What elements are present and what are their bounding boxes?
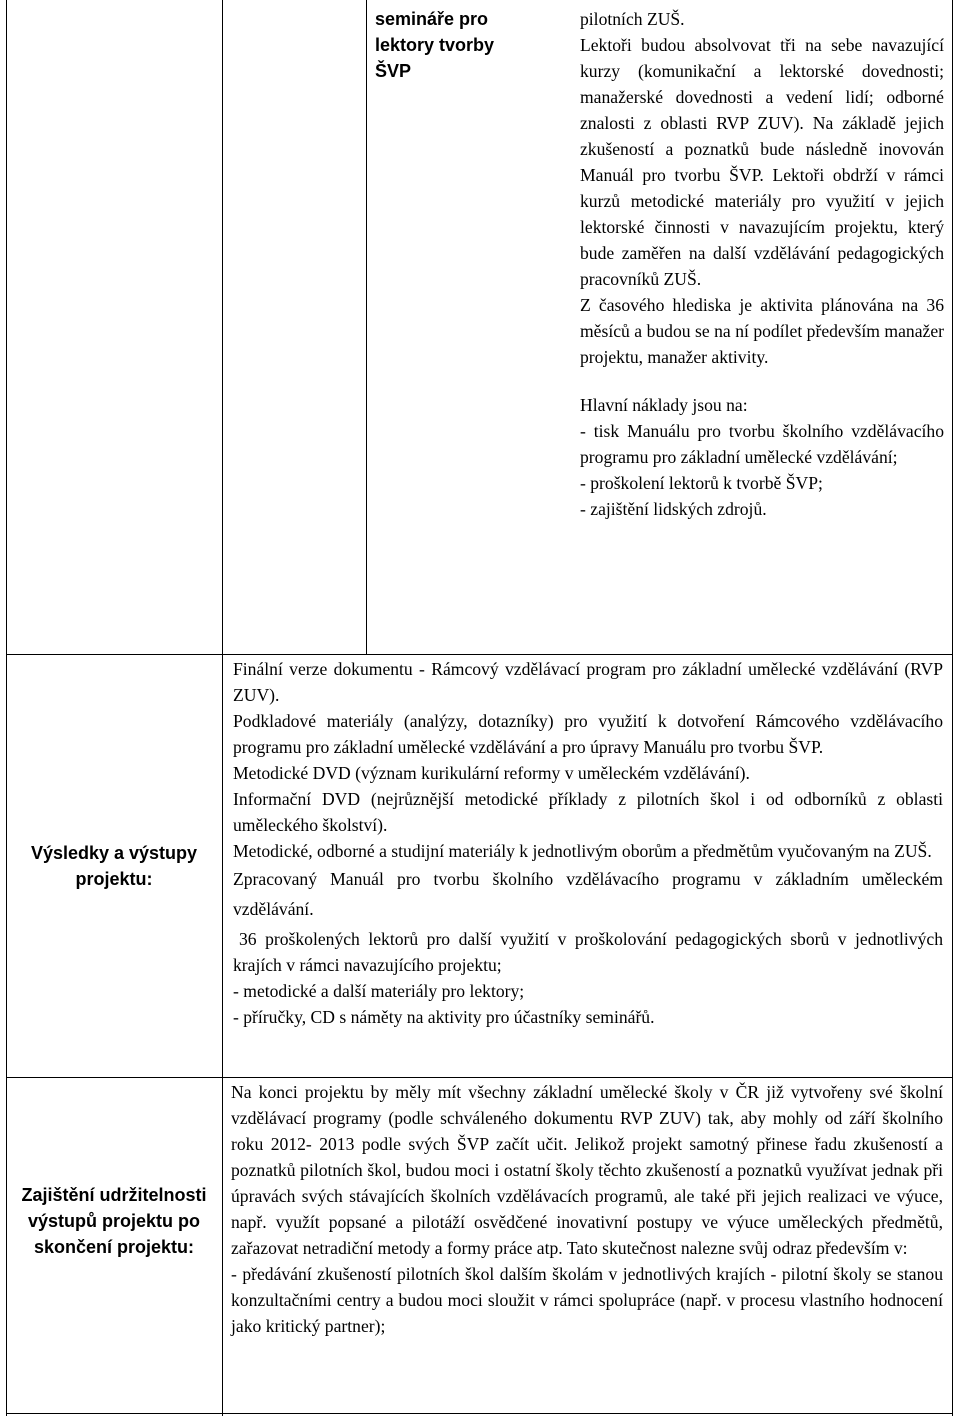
output-item: Informační DVD (nejrůznější metodické příklady z pilotních škol i od odborníků z oblasti uměleckého školství).	[233, 789, 943, 835]
outputs-content	[233, 656, 943, 1030]
output-item: 36 proškolených lektorů pro další využití v proškolování pedagogických sborů v jednotlivých krajích v rámci navazujícího projektu;	[233, 929, 943, 975]
outputs-label: Výsledky a výstupy projektu:	[30, 843, 198, 889]
column-divider-subactivity	[366, 0, 367, 654]
sustainability-content	[231, 1079, 943, 1339]
seminar-paragraph: - zajištění lidských zdrojů.	[580, 499, 767, 519]
seminar-paragraph: - tisk Manuálu pro tvorbu školního vzdělávacího programu pro základní umělecké vzdělávání;	[580, 421, 944, 467]
seminar-paragraph: - proškolení lektorů k tvorbě ŠVP;	[580, 473, 823, 493]
table-border-left	[6, 0, 7, 1416]
output-item: Metodické DVD (význam kurikulární reformy v uměleckém vzdělávání).	[233, 763, 750, 783]
seminar-paragraph: Lektoři budou absolvovat tři na sebe navazující kurzy (komunikační a lektorské dovednosti; manažerské dovednosti a vedení lidí; odborné znalosti z oblasti RVP ZUV). Na základě jejich zkušeností a poznatků bude následně inovován Manuál pro tvorbu ŠVP. Lektoři obdrží v rámci kurzů metodické materiály pro využití v jejich lektorské činnosti v navazujícím projektu, který bude zaměřen na další vzdělávání pedagogických pracovníků ZUŠ.	[580, 35, 944, 289]
seminar-paragraph: Z časového hlediska je aktivita plánována na 36 měsíců a budou se na ní podílet především manažer projektu, manažer aktivity.	[580, 295, 944, 367]
seminar-paragraph: Hlavní náklady jsou na:	[580, 395, 748, 415]
seminar-paragraph: pilotních ZUŠ.	[580, 9, 685, 29]
output-item: Podkladové materiály (analýzy, dotazníky) pro využití k dotvoření Rámcového vzdělávacího programu pro základní umělecké vzdělávání a pro úpravy Manuálu pro tvorbu ŠVP.	[233, 711, 943, 757]
row-divider-sustain-top	[6, 1077, 953, 1078]
sustainability-paragraph: Na konci projektu by měly mít všechny základní umělecké školy v ČR již vytvořeny své školní vzdělávací programy (podle schváleného dokumentu RVP ZUV) tak, aby mohly od září školního roku 2012- 2013 podle svých ŠVP začít učit. Jelikož projekt samotný přinese řadu zkušeností a poznatků pilotních škol, budou moci i ostatní školy těchto zkušeností a poznatků využívat jednak při úpravách svých stávajících školních vzdělávacích programů, ale také při jejich realizaci ve výuce, např. využít popsané a pilotáží osvědčené inovativní postupy ve výuce uměleckých předmětů, zařazovat netradiční metody a formy práce atp. Tato skutečnost nalezne svůj odraz především v:	[231, 1082, 943, 1258]
output-item: Metodické, odborné a studijní materiály k jednotlivým oborům a předmětům vyučovaným na ZUŠ.	[233, 841, 932, 861]
table-border-right	[952, 0, 953, 1416]
output-item: Zpracovaný Manuál pro tvorbu školního vzdělávacího programu v základním uměleckém vzdělávání.	[233, 869, 943, 919]
row-divider-outputs-top	[6, 654, 953, 655]
seminar-activity-label: semináře pro lektory tvorby ŠVP	[375, 9, 495, 81]
output-item: - metodické a další materiály pro lektory;	[233, 981, 525, 1001]
table-border-bottom	[6, 1413, 953, 1414]
sustainability-paragraph: - předávání zkušeností pilotních škol dalším školám v jednotlivých krajích - pilotní školy se stanou konzultačními centry a budou moci sloužit v rámci spolupráce (např. v procesu vlastního hodnocení jako kritický partner);	[231, 1264, 943, 1336]
column-divider-label	[222, 0, 223, 1416]
sustainability-label: Zajištění udržitelnosti výstupů projektu po skončení projektu:	[21, 1185, 207, 1257]
output-item: Finální verze dokumentu - Rámcový vzdělávací program pro základní umělecké vzdělávání (RVP ZUV).	[233, 659, 943, 705]
seminar-description	[580, 6, 944, 522]
output-item: - příručky, CD s náměty na aktivity pro účastníky seminářů.	[233, 1007, 655, 1027]
